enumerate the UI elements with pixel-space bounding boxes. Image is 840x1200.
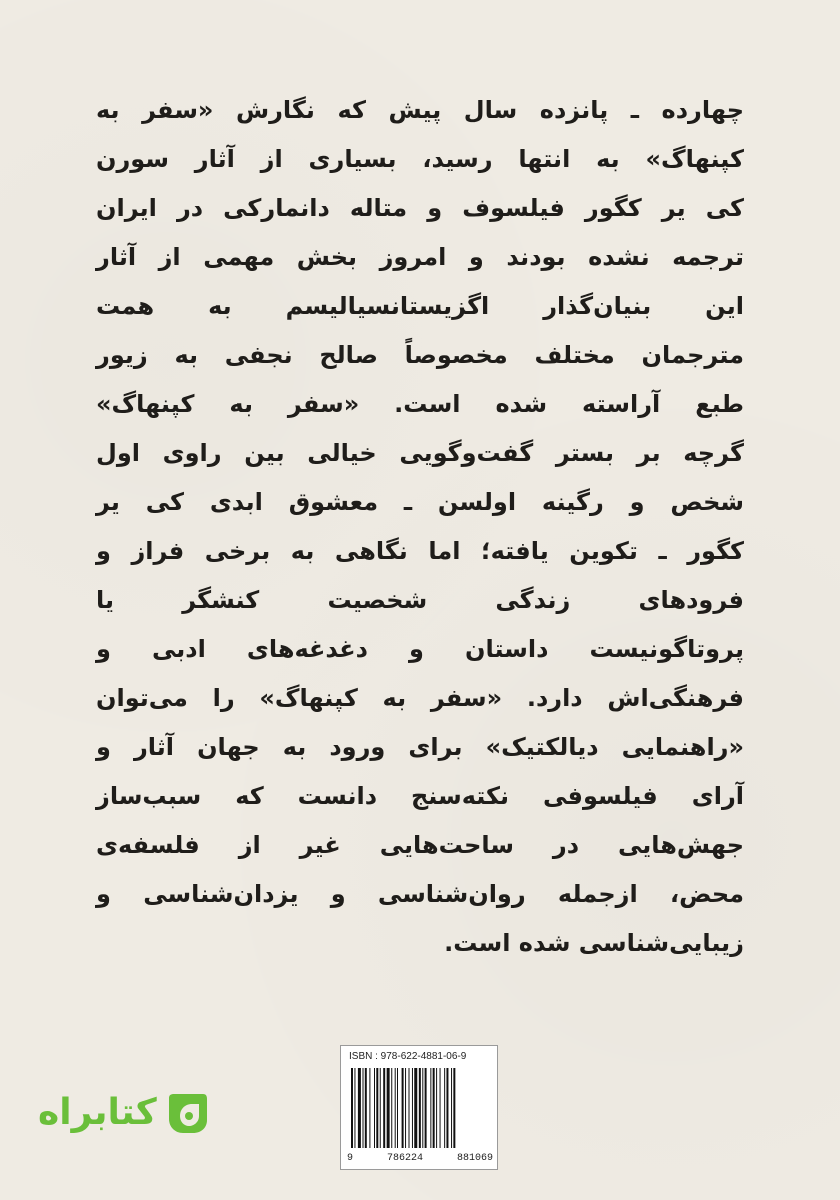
blurb-line: گرچه بر بستر گفت‌وگویی خیالی بین راوی اول [96, 439, 744, 467]
blurb-line: چهارده ـ پانزده سال پیش که نگارش «سفر به [96, 96, 744, 124]
barcode-digit-group: 881069 [456, 1153, 493, 1164]
blurb-line: کپنهاگ» به انتها رسید، بسیاری از آثار سورن [96, 145, 744, 173]
publisher-name: کتابراه [38, 1092, 157, 1133]
barcode-bars [351, 1068, 489, 1148]
barcode-bar [397, 1068, 398, 1148]
blurb-line: فرهنگی‌اش دارد. «سفر به کپنهاگ» را می‌توان [96, 684, 744, 712]
barcode-bar [363, 1068, 364, 1148]
barcode-bar [446, 1068, 448, 1148]
blurb-line: محض، ازجمله روان‌شناسی و یزدان‌شناسی و [96, 880, 744, 908]
blurb-line: طبع آراسته شده است. «سفر به کپنهاگ» [96, 390, 744, 418]
barcode-bar [387, 1068, 390, 1148]
barcode-bar [409, 1068, 410, 1148]
barcode-bar [369, 1068, 370, 1148]
barcode-digits [347, 1153, 493, 1164]
barcode-bar [425, 1068, 427, 1148]
barcode-bar [412, 1068, 413, 1148]
barcode-bar [430, 1068, 431, 1148]
barcode-bar [444, 1068, 445, 1148]
barcode-bar [354, 1068, 355, 1148]
barcode-bar [414, 1068, 417, 1148]
barcode-bar [358, 1068, 361, 1148]
blurb-line: زیبایی‌شناسی شده است. [444, 929, 744, 957]
barcode-bar [451, 1068, 452, 1148]
blurb-line: جهش‌هایی در ساحت‌هایی غیر از فلسفه‌ی [96, 831, 744, 859]
blurb-text [96, 86, 744, 968]
barcode-bar [395, 1068, 396, 1148]
barcode-bar [365, 1068, 367, 1148]
barcode-bar [440, 1068, 441, 1148]
barcode-bar [376, 1068, 378, 1148]
blurb-line: ترجمه نشده بودند و امروز بخش مهمی از آثار [96, 243, 744, 271]
isbn-barcode [340, 1045, 498, 1170]
blurb-line: کی یر کگور فیلسوف و متاله دانمارکی در ایران [96, 194, 744, 222]
barcode-bar [402, 1068, 404, 1148]
barcode-bar [436, 1068, 437, 1148]
blurb-line: آرای فیلسوفی نکته‌سنج دانست که سبب‌ساز [96, 782, 744, 810]
blurb-line: شخص و رگینه اولسن ـ معشوق ابدی کی یر [96, 488, 744, 516]
blurb-line: کگور ـ تکوین یافته؛ اما نگاهی به برخی فراز و [96, 537, 744, 565]
barcode-bar [383, 1068, 385, 1148]
barcode-bar [391, 1068, 392, 1148]
blurb-line: این بنیان‌گذار اگزیستانسیالیسم به همت [96, 292, 744, 320]
barcode-digit-group: 786224 [386, 1153, 423, 1164]
blurb-line: «راهنمایی دیالکتیک» برای ورود به جهان آثار و [96, 733, 744, 761]
blurb-line: پروتاگونیست داستان و دغدغه‌های ادبی و [96, 635, 744, 663]
barcode-bar [433, 1068, 435, 1148]
blurb-line: فرودهای زندگی شخصیت کنشگر یا [96, 586, 744, 614]
barcode-digit-group: 9 [347, 1153, 354, 1164]
barcode-bar [419, 1068, 421, 1148]
barcode-bar [351, 1068, 353, 1148]
blurb-line: مترجمان مختلف مخصوصاً صالح نجفی به زیور [96, 341, 744, 369]
barcode-bar [380, 1068, 381, 1148]
publisher-logo [38, 1090, 211, 1136]
barcode-bar [374, 1068, 375, 1148]
barcode-bar [453, 1068, 455, 1148]
isbn-label: ISBN : 978-622-4881-06-9 [349, 1051, 467, 1062]
barcode-bar [405, 1068, 406, 1148]
ketabrah-leaf-icon [165, 1090, 211, 1136]
barcode-bar [422, 1068, 423, 1148]
